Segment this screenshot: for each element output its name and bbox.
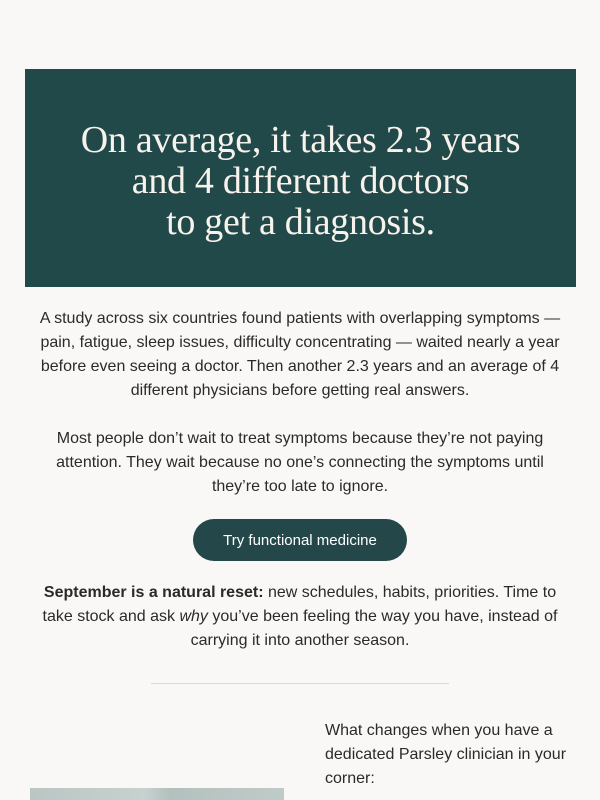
clinician-intro-text: What changes when you have a dedicated Parsley clinician in your corner: [325, 722, 567, 787]
reset-text-before: new schedules, habits, priorities. Time to take stock and ask [42, 584, 557, 625]
waiting-paragraph: Most people don’t wait to treat symptoms because they’re not paying attention. They wait because no one’s connecting the symptoms until they’re too late to ignore. [56, 430, 544, 495]
reset-text-after: you’ve been feeling the way you have, instead of carrying it into another season. [190, 608, 558, 649]
september-reset-paragraph [38, 581, 562, 653]
study-paragraph: A study across six countries found patients with overlapping symptoms — pain, fatigue, sleep issues, difficulty concentrating — waited nearly a year before even seeing a doctor. Then another 2.3 years and an average of 4 different physicians before getting real answers. [39, 310, 561, 399]
hero-line-3: to get a diagnosis. [166, 200, 435, 243]
section-divider [151, 683, 449, 684]
hero-line-2: and 4 different doctors [131, 159, 470, 202]
reset-emphasis: why [179, 608, 208, 625]
hero-banner [25, 69, 576, 287]
hero-line-1: On average, it takes 2.3 years [80, 118, 521, 161]
reset-bold-lead: September is a natural reset: [43, 584, 264, 601]
try-functional-medicine-button[interactable]: Try functional medicine [193, 519, 407, 561]
clinician-photo [30, 788, 284, 800]
hero-headline [81, 114, 520, 243]
